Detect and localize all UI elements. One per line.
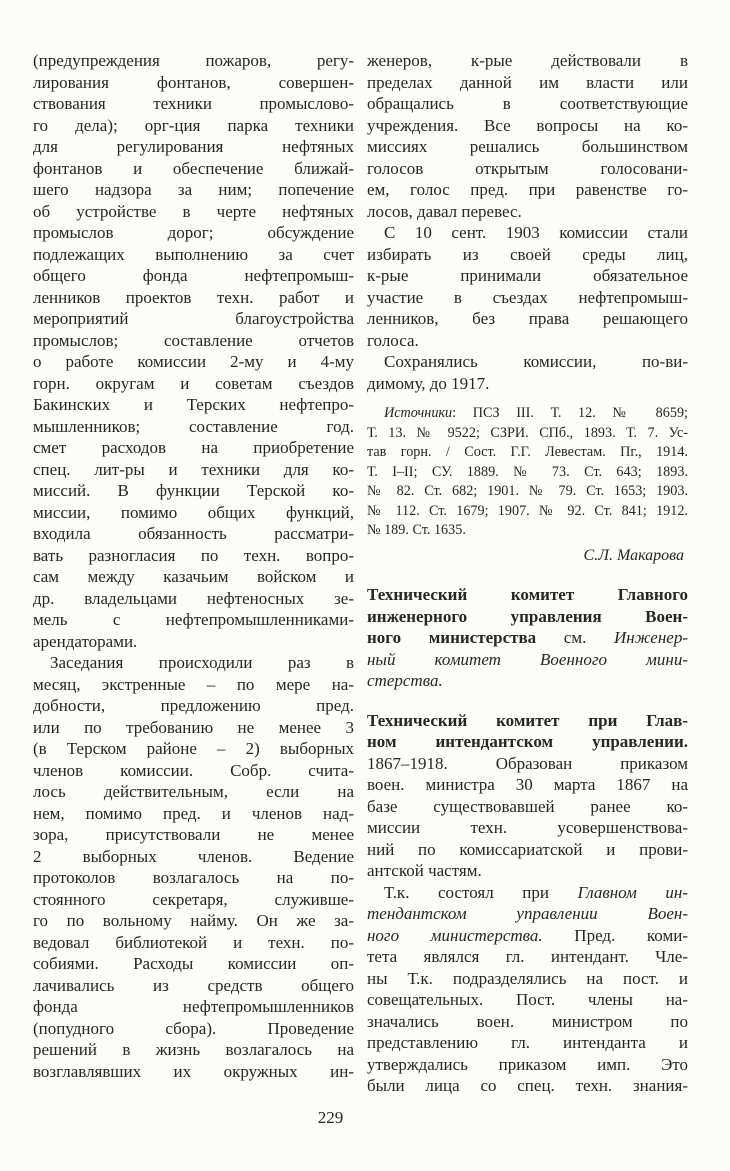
- dictionary-entry: [367, 584, 688, 692]
- text-run: пределах данной им власти или: [367, 72, 688, 92]
- text-line: [33, 373, 354, 395]
- text-line: [367, 1011, 688, 1033]
- text-line: [367, 136, 688, 158]
- text-line: [33, 1061, 354, 1083]
- text-line: [33, 953, 354, 975]
- text-line: [367, 1054, 688, 1076]
- text-run: антской частям.: [367, 861, 482, 880]
- text-line: [367, 584, 688, 606]
- text-line: [33, 1018, 354, 1040]
- paragraph: [367, 50, 688, 222]
- text-line: [367, 968, 688, 990]
- text-line: [33, 738, 354, 760]
- text-line: [33, 93, 354, 115]
- text-columns: [33, 50, 688, 1097]
- text-line: [33, 889, 354, 911]
- text-line: [367, 882, 688, 904]
- text-run: № 189. Ст. 1635.: [367, 522, 466, 538]
- text-run: ведовал библиотекой и техн. по-: [33, 932, 354, 952]
- text-run: ем, голос пред. при равенстве го-: [367, 180, 688, 199]
- text-run: (предупреждения пожаров, регу-: [33, 51, 354, 70]
- text-line: [33, 308, 354, 330]
- page-number: 229: [317, 1107, 344, 1127]
- text-run: № 112. Ст. 1679; 1907. № 92. Ст. 841; 1912.: [367, 502, 688, 519]
- text-run: С.Л. Макарова: [583, 546, 684, 564]
- text-run: фонтанов и обеспечение ближай-: [33, 158, 354, 178]
- text-run: др. владельцами нефтеносных зе-: [33, 588, 354, 608]
- text-line: [33, 222, 354, 244]
- text-run: : ПСЗ III. Т. 12. № 8659;: [452, 405, 688, 421]
- text-line: [367, 404, 688, 424]
- text-line: [33, 394, 354, 416]
- text-run: голосов открытым голосовани-: [367, 158, 688, 178]
- text-run: утверждались приказом имп. Это: [367, 1054, 688, 1074]
- text-line: [33, 695, 354, 717]
- text-run: Заседания происходили раз в: [50, 653, 354, 672]
- text-line: [367, 463, 688, 483]
- text-run: Главном ин-: [577, 882, 688, 902]
- text-line: [367, 158, 688, 180]
- text-line: [33, 609, 354, 631]
- text-run: лачивались из средств общего: [33, 975, 354, 995]
- text-run: промыслов; составление отчетов: [33, 330, 354, 350]
- dictionary-entry: [367, 710, 688, 882]
- text-line: [33, 244, 354, 266]
- text-line: [367, 860, 688, 882]
- text-run: тендантском управлении Воен-: [367, 904, 688, 923]
- text-line: [33, 566, 354, 588]
- text-run: Источники: [384, 405, 453, 421]
- text-line: [33, 201, 354, 223]
- paragraph: [33, 652, 354, 1082]
- text-line: [367, 482, 688, 502]
- text-line: [33, 932, 354, 954]
- text-line: [367, 502, 688, 522]
- text-line: [33, 803, 354, 825]
- text-line: [367, 308, 688, 330]
- text-line: [367, 115, 688, 137]
- text-line: [367, 244, 688, 266]
- text-line: [367, 373, 688, 395]
- text-run: ного министерства.: [367, 925, 543, 945]
- text-line: [367, 710, 688, 732]
- text-line: [367, 50, 688, 72]
- text-line: [33, 480, 354, 502]
- text-run: представлению гл. интенданта и: [367, 1033, 688, 1052]
- text-run: ный комитет Военного мини-: [367, 649, 688, 669]
- text-run: женеров, к-рые действовали в: [367, 51, 688, 70]
- text-line: [367, 946, 688, 968]
- text-run: добности, предложению пред.: [33, 696, 354, 715]
- text-run: лирования фонтанов, совершен-: [33, 72, 354, 92]
- text-run: ном интендантском управлении.: [367, 732, 688, 751]
- text-line: [367, 606, 688, 628]
- text-run: зора, присутствовали не менее: [33, 825, 354, 844]
- text-line: [367, 179, 688, 201]
- text-run: месяц, экстренные – по мере на-: [33, 674, 354, 694]
- text-run: миссии техн. усовершенствова-: [367, 818, 688, 837]
- paragraph: [33, 50, 354, 652]
- text-run: учреждения. Все вопросы на ко-: [367, 115, 688, 135]
- text-run: Сохранялись комиссии, по-ви-: [384, 352, 688, 371]
- text-run: избирать из своей среды лиц,: [367, 244, 688, 264]
- text-line: [367, 627, 688, 649]
- text-run: мышленников; составление год.: [33, 416, 354, 436]
- text-run: Пред. коми-: [542, 925, 688, 945]
- text-line: [367, 1075, 688, 1097]
- text-run: промыслов дорог; обсуждение: [33, 223, 354, 242]
- text-run: шего надзора за ним; попечение: [33, 180, 354, 199]
- text-run: горн. округам и советам съездов: [33, 373, 354, 393]
- text-run: Т. I–II; СУ. 1889. № 73. Ст. 643; 1893.: [367, 463, 688, 480]
- text-run: мероприятий благоустройства: [33, 309, 354, 328]
- text-line: [367, 670, 688, 692]
- text-run: 1867–1918. Образован приказом: [367, 753, 688, 773]
- text-line: [33, 631, 354, 653]
- text-run: протоколов возлагалось на по-: [33, 868, 354, 887]
- text-run: Т.к. состоял при: [384, 882, 578, 902]
- text-line: [33, 265, 354, 287]
- text-line: [33, 115, 354, 137]
- text-line: [33, 545, 354, 567]
- text-run: Технический комитет при Глав-: [367, 710, 688, 730]
- text-line: [33, 437, 354, 459]
- text-run: значались воен. министром по: [367, 1011, 688, 1031]
- text-run: лось действительным, если на: [33, 782, 354, 801]
- text-run: спец. лит-ры и техники для ко-: [33, 459, 354, 479]
- text-line: [367, 222, 688, 244]
- text-run: тета являлся гл. интендант. Чле-: [367, 947, 688, 966]
- text-run: для регулирования нефтяных: [33, 137, 354, 156]
- text-line: [367, 351, 688, 373]
- text-run: к-рые принимали обязательное: [367, 266, 688, 285]
- text-line: [33, 502, 354, 524]
- text-run: ствования техники промыслово-: [33, 94, 354, 113]
- text-line: [33, 351, 354, 373]
- text-run: см.: [536, 628, 614, 647]
- text-run: миссий. В функции Терской ко-: [33, 481, 354, 500]
- text-run: обращались в соответствующие: [367, 94, 688, 113]
- text-line: [33, 760, 354, 782]
- text-run: стерства.: [367, 671, 443, 690]
- text-run: фонда нефтепромышленников: [33, 997, 354, 1016]
- text-line: [367, 753, 688, 775]
- text-run: ны Т.к. подразделялись на пост. и: [367, 968, 688, 988]
- author-signature: [367, 545, 688, 567]
- text-run: входила обязанность рассматри-: [33, 524, 354, 543]
- text-run: возглавлявших их окружных ин-: [33, 1061, 354, 1081]
- right-column: [367, 50, 688, 1097]
- text-run: воен. министра 30 марта 1867 на: [367, 775, 688, 794]
- text-run: ленников проектов техн. работ и: [33, 287, 354, 307]
- text-line: [33, 910, 354, 932]
- text-line: [33, 72, 354, 94]
- text-line: [367, 521, 688, 541]
- text-run: миссии, помимо общих функций,: [33, 502, 354, 522]
- text-run: го дела); орг-ция парка техники: [33, 115, 354, 135]
- paragraph: [367, 351, 688, 394]
- text-line: [33, 674, 354, 696]
- text-run: о работе комиссии 2-му и 4-му: [33, 352, 354, 371]
- text-line: [367, 330, 688, 352]
- text-line: [33, 158, 354, 180]
- text-line: [367, 287, 688, 309]
- text-run: смет расходов на приобретение: [33, 438, 354, 457]
- text-run: базе существовавшей ранее ко-: [367, 796, 688, 816]
- text-run: тав горн. / Сост. Г.Г. Левестам. Пг., 1914.: [367, 444, 688, 460]
- text-line: [367, 903, 688, 925]
- text-line: [33, 179, 354, 201]
- text-line: [33, 50, 354, 72]
- text-line: [367, 93, 688, 115]
- text-line: [367, 545, 688, 567]
- text-line: [367, 201, 688, 223]
- text-run: вать разногласия по техн. вопро-: [33, 545, 354, 565]
- text-run: Бакинских и Терских нефтепро-: [33, 395, 354, 414]
- text-run: об устройстве в черте нефтяных: [33, 201, 354, 221]
- text-run: инженерного управления Воен-: [367, 606, 688, 626]
- text-run: мель с нефтепромышленниками-: [33, 610, 354, 629]
- text-line: [367, 265, 688, 287]
- text-run: общего фонда нефтепромыш-: [33, 266, 354, 285]
- text-run: стоянного секретаря, служивше-: [33, 889, 354, 909]
- text-run: арендаторами.: [33, 631, 138, 651]
- text-line: [33, 652, 354, 674]
- text-line: [367, 72, 688, 94]
- text-line: [33, 846, 354, 868]
- paragraph: [367, 882, 688, 1097]
- text-line: [367, 925, 688, 947]
- text-run: димому, до 1917.: [367, 373, 490, 393]
- text-line: [367, 1032, 688, 1054]
- text-line: [367, 774, 688, 796]
- text-run: голоса.: [367, 330, 419, 350]
- text-line: [33, 287, 354, 309]
- text-line: [367, 989, 688, 1011]
- text-run: миссиях решались большинством: [367, 137, 688, 156]
- text-line: [367, 817, 688, 839]
- text-run: нем, помимо пред. и членов над-: [33, 803, 354, 823]
- text-run: подлежащих выполнению за счет: [33, 244, 354, 264]
- text-line: [33, 523, 354, 545]
- text-run: были лица со спец. техн. знания-: [367, 1076, 688, 1095]
- text-line: [33, 867, 354, 889]
- text-run: Инженер-: [614, 628, 688, 647]
- text-line: [33, 588, 354, 610]
- text-line: [33, 824, 354, 846]
- text-line: [33, 330, 354, 352]
- text-run: Т. 13. № 9522; СЗРИ. СПб., 1893. Т. 7. Ус-: [367, 424, 688, 441]
- text-line: [33, 416, 354, 438]
- text-line: [33, 459, 354, 481]
- text-line: [33, 996, 354, 1018]
- text-run: го по вольному найму. Он же за-: [33, 911, 354, 930]
- paragraph: [367, 222, 688, 351]
- text-run: сам между казачьим войском и: [33, 567, 354, 586]
- text-line: [367, 796, 688, 818]
- left-column: [33, 50, 354, 1097]
- text-run: или по требованию не менее 3: [33, 717, 354, 737]
- text-line: [33, 136, 354, 158]
- text-run: С 10 сент. 1903 комиссии стали: [384, 223, 688, 242]
- text-run: решений в жизнь возлагалось на: [33, 1040, 354, 1059]
- text-line: [367, 424, 688, 444]
- text-line: [33, 1039, 354, 1061]
- text-line: [367, 839, 688, 861]
- text-line: [367, 731, 688, 753]
- text-run: участие в съездах нефтепромыш-: [367, 287, 688, 307]
- text-run: Технический комитет Главного: [367, 585, 688, 604]
- sources-note: [367, 404, 688, 541]
- text-run: (в Терском районе – 2) выборных: [33, 739, 354, 758]
- text-line: [33, 717, 354, 739]
- text-run: ний по комиссариатской и прови-: [367, 839, 688, 859]
- text-run: ного министерства: [367, 628, 537, 647]
- text-line: [367, 649, 688, 671]
- text-run: № 82. Ст. 682; 1901. № 79. Ст. 1653; 1903.: [367, 483, 688, 499]
- text-line: [367, 443, 688, 463]
- text-run: членов комиссии. Собр. счита-: [33, 760, 354, 780]
- text-run: совещательных. Пост. члены на-: [367, 990, 688, 1009]
- text-run: 2 выборных членов. Ведение: [33, 846, 354, 866]
- text-line: [33, 975, 354, 997]
- text-run: лосов, давал перевес.: [367, 201, 522, 221]
- text-run: (попудного сбора). Проведение: [33, 1018, 354, 1038]
- text-run: собиями. Расходы комиссии оп-: [33, 954, 354, 973]
- text-line: [33, 781, 354, 803]
- text-run: ленников, без права решающего: [367, 309, 688, 328]
